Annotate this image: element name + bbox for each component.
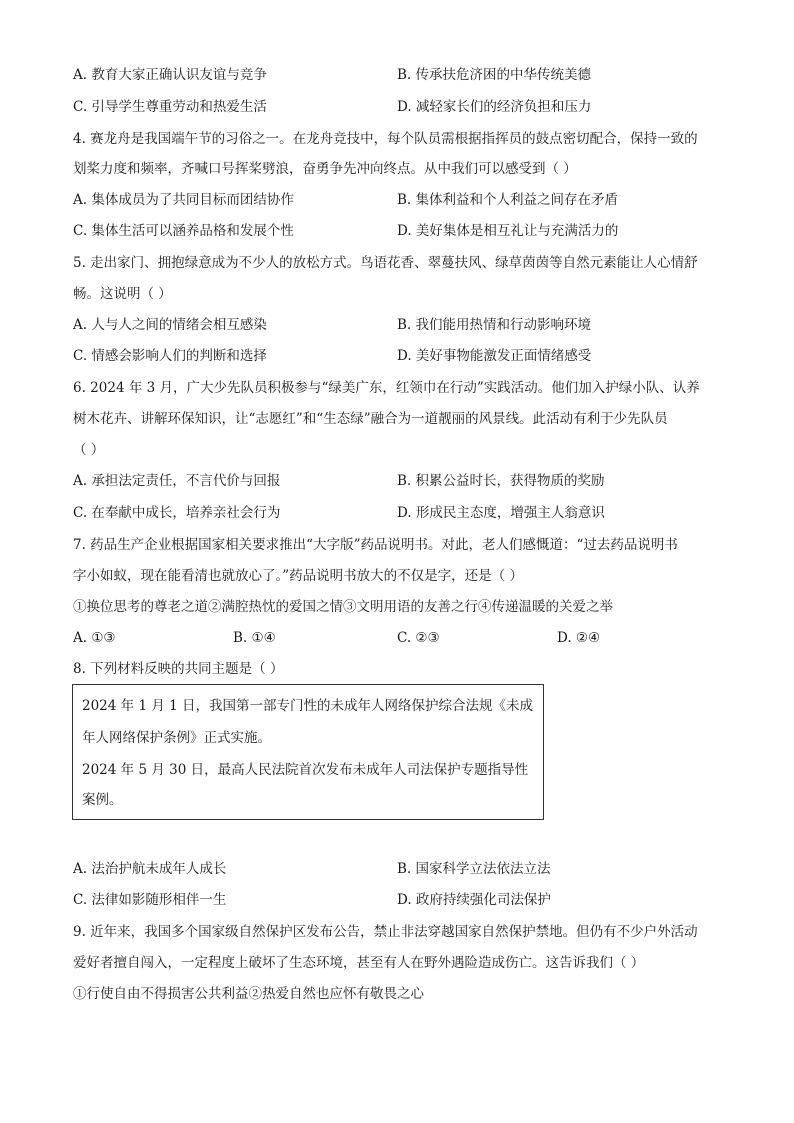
q6-stem-line-1: 6. 2024 年 3 月，广大少先队员积极参与“绿美广东，红领巾在行动”实践活动。他们加入护绿小队、认养 — [73, 380, 700, 396]
q8-options-row-2 — [0, 891, 794, 909]
q4-option-d[interactable]: D. 美好集体是相互礼让与充满活力的 — [397, 223, 619, 239]
q8-material-line-1: 2024 年 1 月 1 日，我国第一部专门性的未成年人网络保护综合法规《未成 — [82, 698, 533, 714]
q8-material-box — [72, 684, 544, 820]
q8-options-row-1 — [0, 860, 794, 878]
q8-option-b[interactable]: B. 国家科学立法依法立法 — [397, 861, 551, 877]
q7-statements: ①换位思考的尊老之道②满腔热忱的爱国之情③文明用语的友善之行④传递温暖的关爱之举 — [73, 599, 613, 615]
q6-option-c[interactable]: C. 在奉献中成长，培养亲社会行为 — [73, 505, 281, 521]
q7-options-row — [0, 629, 794, 647]
q9-statements: ①行使自由不得损害公共利益②热爱自然也应怀有敬畏之心 — [73, 986, 424, 1002]
q6-stem-line-3: （ ） — [73, 442, 105, 458]
q8-material-line-2: 年人网络保护条例》正式实施。 — [82, 730, 271, 746]
q8-option-d[interactable]: D. 政府持续强化司法保护 — [397, 892, 551, 908]
q5-options-row-2 — [0, 347, 794, 365]
q8-stem: 8. 下列材料反映的共同主题是（ ） — [73, 661, 284, 677]
q8-material-line-3: 2024 年 5 月 30 日，最高人民法院首次发布未成年人司法保护专题指导性 — [82, 762, 529, 778]
q9-stem-line-2: 爱好者擅自闯入，一定程度上破坏了生态环境，甚至有人在野外遇险造成伤亡。这告诉我们（ ） — [73, 955, 645, 971]
q7-option-c[interactable]: C. ②③ — [397, 630, 440, 646]
q5-stem-line-1: 5. 走出家门、拥抱绿意成为不少人的放松方式。鸟语花香、翠蔓扶风、绿草茵茵等自然元素能让人心情舒 — [73, 255, 698, 271]
q8-material-line-4: 案例。 — [82, 792, 123, 808]
q3-option-b[interactable]: B. 传承扶危济困的中华传统美德 — [397, 67, 592, 83]
q4-stem-line-2: 划桨力度和频率，齐喊口号挥桨劈浪，奋勇争先冲向终点。从中我们可以感受到（ ） — [73, 161, 577, 177]
q3-options-row-1 — [0, 66, 794, 84]
q5-stem-line-2: 畅。这说明（ ） — [73, 286, 172, 302]
q7-option-d[interactable]: D. ②④ — [557, 630, 601, 646]
q7-option-a[interactable]: A. ①③ — [73, 630, 116, 646]
q6-option-a[interactable]: A. 承担法定责任，不言代价与回报 — [73, 473, 281, 489]
q6-option-b[interactable]: B. 积累公益时长，获得物质的奖励 — [397, 473, 605, 489]
q4-option-b[interactable]: B. 集体利益和个人利益之间存在矛盾 — [397, 192, 619, 208]
q5-options-row-1 — [0, 316, 794, 334]
q7-option-b[interactable]: B. ①④ — [233, 630, 276, 646]
q8-option-c[interactable]: C. 法律如影随形相伴一生 — [73, 892, 227, 908]
q4-option-a[interactable]: A. 集体成员为了共同目标而团结协作 — [73, 192, 294, 208]
q3-options-row-2 — [0, 98, 794, 116]
q6-options-row-2 — [0, 504, 794, 522]
q5-option-b[interactable]: B. 我们能用热情和行动影响环境 — [397, 317, 592, 333]
q7-stem-line-1: 7. 药品生产企业根据国家相关要求推出“大字版”药品说明书。对此，老人们感慨道：“过去药品说明书 — [73, 537, 678, 553]
q9-stem-line-1: 9. 近年来，我国多个国家级自然保护区发布公告，禁止非法穿越国家自然保护禁地。但仍有不少户外活动 — [73, 924, 698, 940]
q3-option-d[interactable]: D. 减轻家长们的经济负担和压力 — [397, 99, 592, 115]
q7-stem-line-2: 字小如蚁，现在能看清也就放心了。”药品说明书放大的不仅是字，还是（ ） — [73, 568, 523, 584]
q6-stem-line-2: 树木花卉、讲解环保知识，让“志愿红”和“生态绿”融合为一道靓丽的风景线。此活动有利于少先队员 — [73, 411, 668, 427]
q4-stem-line-1: 4. 赛龙舟是我国端午节的习俗之一。在龙舟竞技中，每个队员需根据指挥员的鼓点密切配合，保持一致的 — [73, 131, 698, 147]
q4-options-row-2 — [0, 222, 794, 240]
q3-option-a[interactable]: A. 教育大家正确认识友谊与竞争 — [73, 67, 267, 83]
q3-option-c[interactable]: C. 引导学生尊重劳动和热爱生活 — [73, 99, 267, 115]
q5-option-d[interactable]: D. 美好事物能激发正面情绪感受 — [397, 348, 592, 364]
q4-option-c[interactable]: C. 集体生活可以涵养品格和发展个性 — [73, 223, 294, 239]
q8-option-a[interactable]: A. 法治护航未成年人成长 — [73, 861, 227, 877]
q4-options-row-1 — [0, 191, 794, 209]
q5-option-a[interactable]: A. 人与人之间的情绪会相互感染 — [73, 317, 267, 333]
q6-option-d[interactable]: D. 形成民主态度，增强主人翁意识 — [397, 505, 605, 521]
q5-option-c[interactable]: C. 情感会影响人们的判断和选择 — [73, 348, 267, 364]
q6-options-row-1 — [0, 472, 794, 490]
